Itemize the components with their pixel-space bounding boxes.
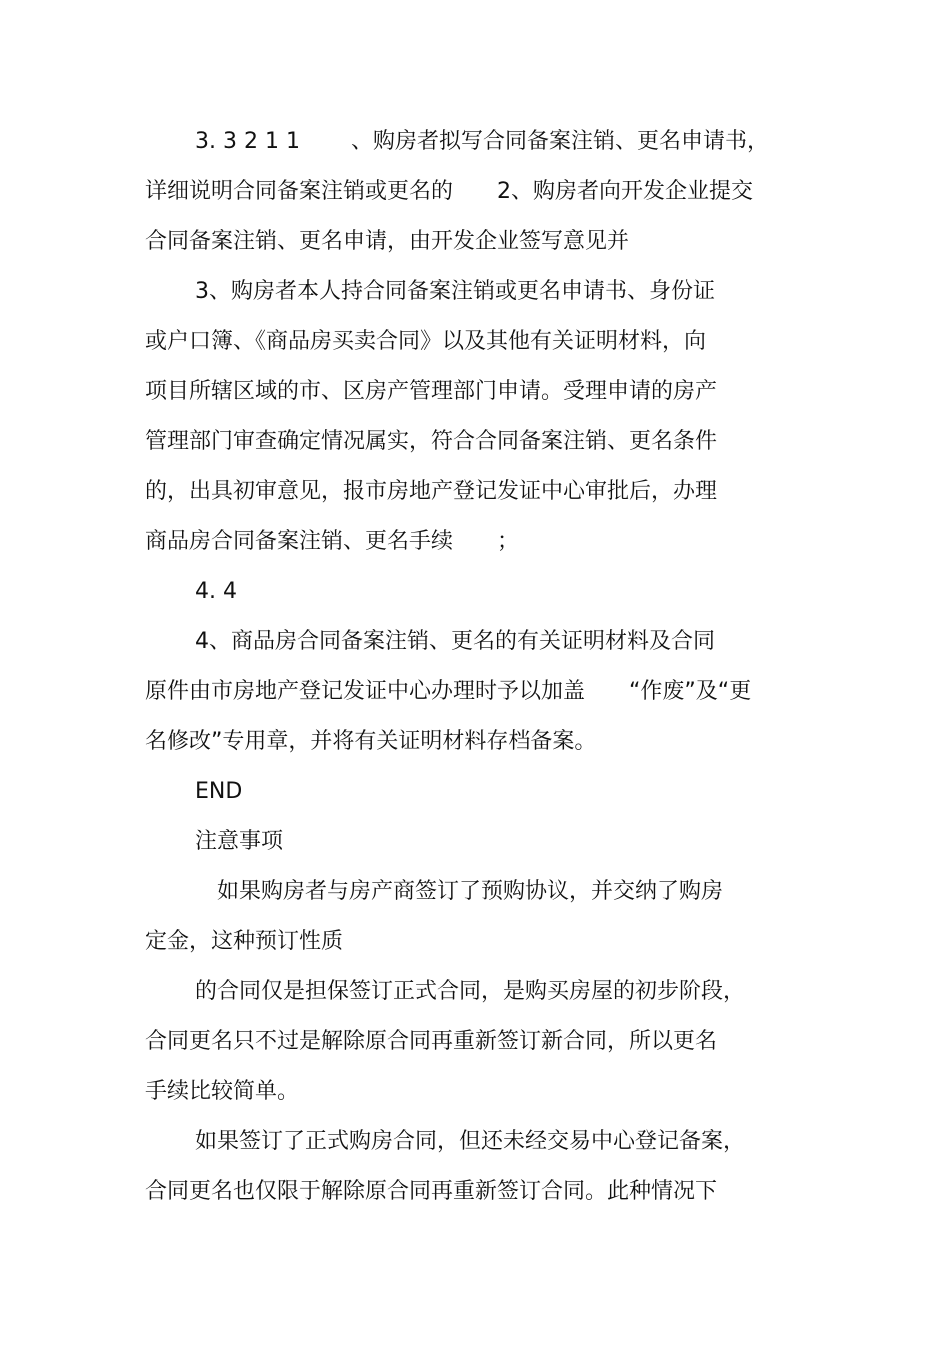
text-line: 的合同仅是担保签订正式合同，是购买房屋的初步阶段，: [195, 979, 746, 1004]
text-line: 详细说明合同备案注销或更名的 2、购房者向开发企业提交: [145, 179, 753, 204]
text-line: 3. 3 2 1 1 、购房者拟写合同备案注销、更名申请书，: [195, 129, 769, 154]
text-line: 商品房合同备案注销、更名手续 ；: [145, 529, 520, 554]
text-line: 如果购房者与房产商签订了预购协议，并交纳了购房: [195, 879, 724, 904]
text-line: 定金，这种预订性质: [145, 929, 344, 954]
text-line: 手续比较简单。: [145, 1079, 300, 1104]
text-line: 合同更名只不过是解除原合同再重新签订新合同，所以更名: [145, 1029, 718, 1054]
text-line: 合同备案注销、更名申请，由开发企业签写意见并: [145, 229, 630, 254]
section-heading: 注意事项: [195, 829, 284, 854]
section-number: 4. 4: [195, 579, 237, 604]
text-line: 4、商品房合同备案注销、更名的有关证明材料及合同: [195, 629, 715, 654]
text-line: 名修改”专用章，并将有关证明材料存档备案。: [145, 729, 597, 754]
text-line: 或户口簿、《商品房买卖合同》以及其他有关证明材料，向: [145, 329, 707, 354]
text-line: 项目所辖区域的市、区房产管理部门申请。受理申请的房产: [145, 379, 718, 404]
text-line: 的，出具初审意见，报市房地产登记发证中心审批后，办理: [145, 479, 718, 504]
text-line: 合同更名也仅限于解除原合同再重新签订合同。此种情况下: [145, 1179, 718, 1204]
text-line: 3、购房者本人持合同备案注销或更名申请书、身份证: [195, 279, 715, 304]
end-marker: END: [195, 779, 243, 804]
text-line: 如果签订了正式购房合同，但还未经交易中心登记备案，: [195, 1129, 746, 1154]
text-line: 原件由市房地产登记发证中心办理时予以加盖 “作废”及“更: [145, 679, 752, 704]
text-line: 管理部门审查确定情况属实，符合合同备案注销、更名条件: [145, 429, 718, 454]
